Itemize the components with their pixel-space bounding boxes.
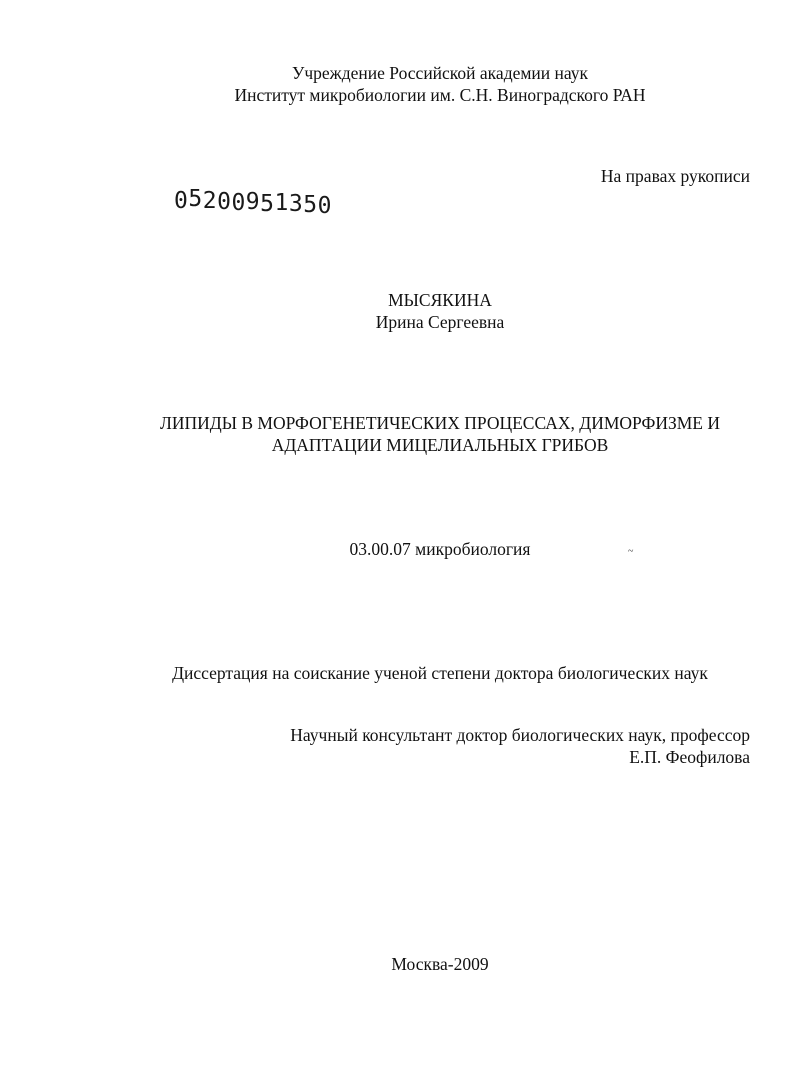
registration-number-stamp: [174, 186, 332, 219]
registration-digit: 2: [202, 188, 218, 214]
consultant-line-1: Научный консультант доктор биологических наук, профессор: [290, 725, 750, 745]
registration-digit: 0: [317, 193, 332, 219]
stray-mark: ~: [628, 546, 634, 557]
degree-statement: Диссертация на соискание ученой степени доктора биологических наук: [172, 663, 708, 683]
place-and-year: Москва-2009: [391, 954, 489, 974]
dissertation-title-line-1: ЛИПИДЫ В МОРФОГЕНЕТИЧЕСКИХ ПРОЦЕССАХ, ДИМОРФИЗМЕ И: [160, 413, 720, 433]
registration-digit: 5: [303, 192, 318, 218]
registration-digit: 0: [174, 188, 189, 214]
specialty-code: 03.00.07 микробиология: [349, 539, 531, 559]
institution-line-2: Институт микробиологии им. С.Н. Виноградского РАН: [234, 85, 646, 105]
author-given-names: Ирина Сергеевна: [375, 312, 505, 332]
author-surname: МЫСЯКИНА: [388, 290, 492, 310]
registration-digit: 3: [288, 191, 304, 217]
institution-line-1: Учреждение Российской академии наук: [291, 63, 589, 83]
dissertation-title-line-2: АДАПТАЦИИ МИЦЕЛИАЛЬНЫХ ГРИБОВ: [271, 435, 609, 455]
registration-digit: 0: [231, 190, 246, 216]
registration-digit: 1: [274, 190, 289, 216]
consultant-name: Е.П. Феофилова: [629, 747, 750, 767]
registration-digit: 5: [188, 186, 203, 212]
manuscript-rights-note: На правах рукописи: [600, 166, 750, 186]
registration-digit: 9: [245, 189, 261, 215]
registration-digit: 5: [260, 191, 275, 217]
registration-digit: 0: [217, 189, 232, 215]
